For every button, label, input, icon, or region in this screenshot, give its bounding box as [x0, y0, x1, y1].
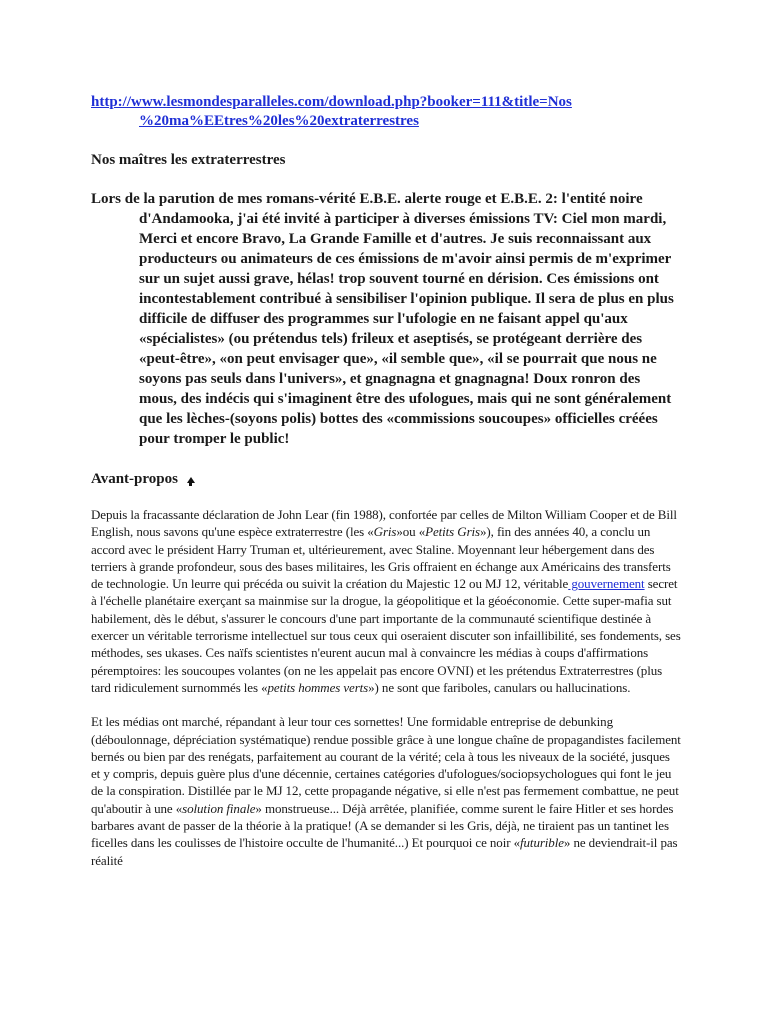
gouvernement-link[interactable]: gouvernement: [568, 576, 645, 592]
body-paragraph-1: [91, 506, 681, 696]
text-run: »ou «: [396, 524, 426, 540]
intro-paragraph: Lors de la parution de mes romans-vérité E.B.E. alerte rouge et E.B.E. 2: l'entité noire d'Andamooka, j'ai été invité à participer à diverses émissions TV: Ciel mon mardi, Merci et encore Bravo, La Grande Famille et d'autres. Je suis reconnaissant aux producteurs ou animateurs de ces émissions de m'avoir ainsi permis de m'exprimer sur un sujet aussi grave, hélas! trop souvent tourné en dérision. Ces émissions ont incontestablement contribué à sensibiliser l'opinion publique. Il sera de plus en plus difficile de diffuser des programmes sur l'ufologie en ne faisant appel qu'aux «spécialistes» (ou prétendus tels) frileux et aseptisés, se protégeant derrière des «peut-être», «on peut envisager que», «il semble que», «il se pourrait que nous ne soyons pas seuls dans l'univers», et gnagnagna et gnagnagna! Doux ronron des mous, des indécis qui s'imaginent être des ufologues, mais qui ne sont généralement que les lèches-(soyons polis) bottes des «commissions soucoupes» officielles créées pour tromper le public!: [91, 191, 674, 447]
text-run: »), fin des années 40, a conclu un accord avec le président Harry Truman et, ultérieurement, avec Staline. Moyennant leur hébergement dans des terriers à grande profondeur, sous des bases militaires, les Gris offraient en échange aux Américains des transferts de technologie. Un leurre qui précéda ou suivit la création du Majestic 12 ou MJ 12, véritable: [91, 524, 671, 592]
italic-run: futurible: [520, 835, 564, 851]
text-run: Depuis la fracassante déclaration de John Lear (fin 1988), confortée par celles de Milton William Cooper et de Bill English, nous savons qu'une espèce extraterrestre (les «: [91, 507, 677, 540]
text-run: » ne deviendrait-il pas réalité: [91, 835, 678, 868]
document-title: Nos maîtres les extraterrestres: [91, 152, 286, 168]
italic-run: Petits Gris: [425, 524, 481, 540]
italic-run: solution finale: [182, 800, 256, 816]
text-run: Et les médias ont marché, répandant à leur tour ces sornettes! Une formidable entreprise de debunking (déboulonnage, dépréciation systématique) rendue possible grâce à une longue chaîne de propagandistes facilement bernés ou bien par des renégats, parfaitement au courant de la vérité; cela à tous les niveaux de la société, jusques et y compris, depuis guère plus d'une décennie, certaines catégories d'ufologues/sociopsychologues qui font le jeu de la conspiration. Distillée par le MJ 12, cette propagande négative, si elle n'est pas fermement combattue, ne peut qu'aboutir à une «: [91, 714, 681, 816]
back-to-top-arrow-icon[interactable]: [187, 477, 195, 483]
text-run: ») ne sont que fariboles, canulars ou hallucinations.: [368, 679, 631, 695]
section-heading-label: Avant-propos: [91, 471, 178, 487]
text-run: secret à l'échelle planétaire exerçant sa mainmise sur la drogue, la géopolitique et la géoéconomie. Cette super-mafia sut habilement, dès le début, s'assurer le concours d'une part importante de la communauté scientifique destinée à exercer un véritable terrorisme intellectuel sur tous ceux qui oseraient discuter son infaillibilité, ses fondements, ses méthodes, ses ukases. Ces naïfs scientistes n'eurent aucun mal à convaincre les médias à coups d'affirmations péremptoires: les soucoupes volantes (on ne les appelait pas encore OVNI) et les prétendus Extraterrestres (plus tard ridiculement surnommés les «: [91, 576, 681, 695]
source-url-line1: http://www.lesmondesparalleles.com/download.php?booker=111&title=Nos: [91, 94, 572, 110]
source-url: [91, 93, 681, 131]
section-heading: [91, 469, 681, 489]
source-url-link[interactable]: [91, 94, 572, 129]
italic-run: petits hommes verts: [267, 679, 369, 695]
body-paragraph-2: [91, 713, 681, 869]
source-url-line2: %20ma%EEtres%20les%20extraterrestres: [139, 113, 419, 129]
document-page: [91, 93, 681, 869]
text-run: » monstrueuse... Déjà arrêtée, planifiée, comme surent le faire Hitler et ses hordes barbares avant de passer de la théorie à la pratique! (A se demander si les Gris, déjà, ne tiraient pas un tantinet les ficelles dans les coulisses de l'histoire occulte de l'humanité...) Et pourquoi ce noir «: [91, 800, 674, 851]
italic-run: Gris: [373, 524, 397, 540]
